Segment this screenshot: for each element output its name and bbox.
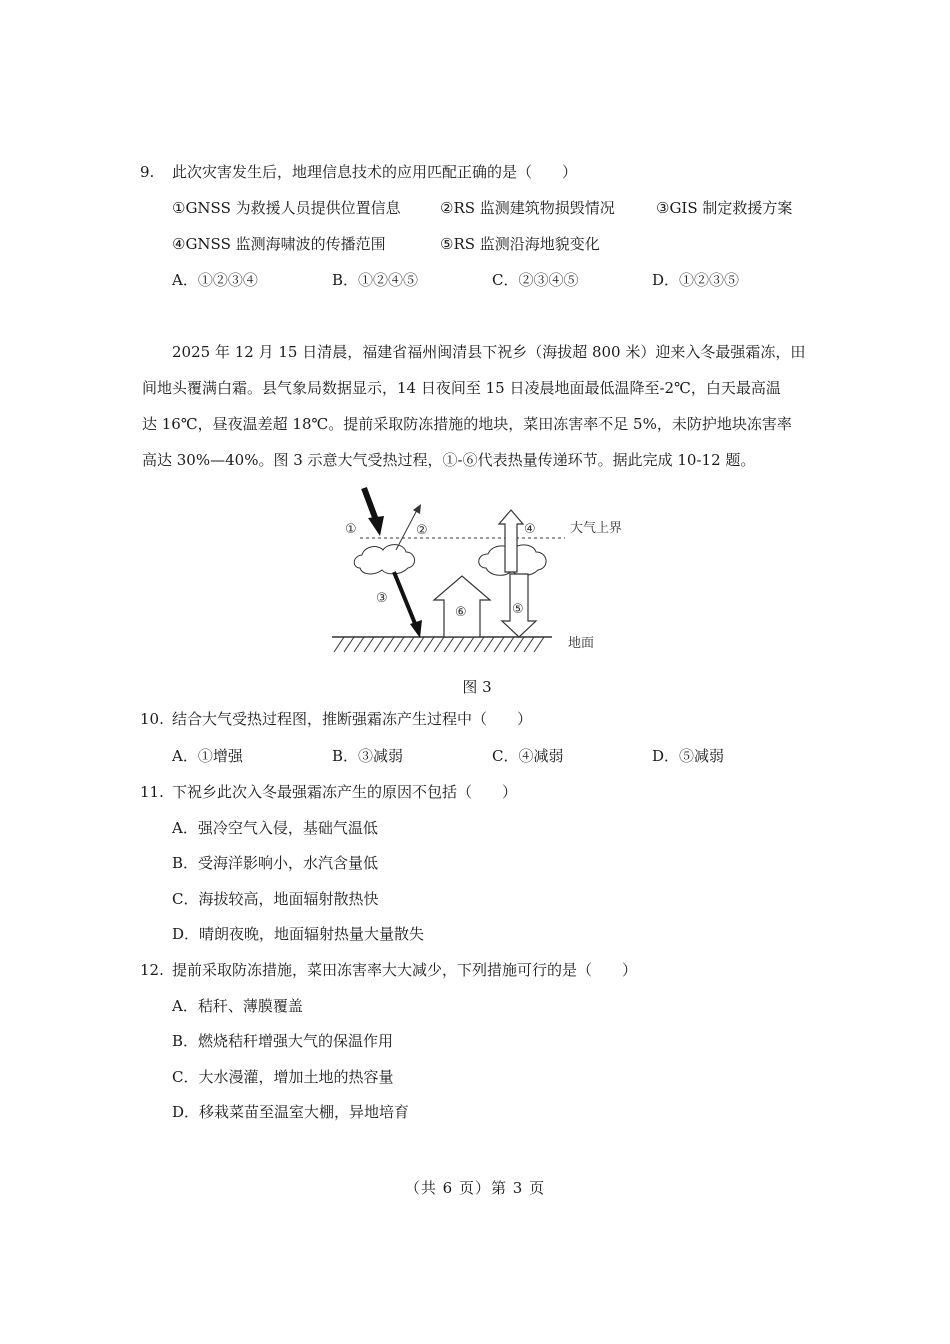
label-2: ② [416, 523, 428, 538]
ground-hatch [334, 637, 544, 652]
label-6: ⑥ [455, 605, 467, 620]
passage-line-4: 高达 30%—40%。图 3 示意大气受热过程，①-⑥代表热量传递环节。据此完成 10-12 题。 [142, 451, 756, 469]
q10-option-c: C．④减弱 [492, 747, 564, 765]
ground-label: 地面 [568, 636, 595, 651]
q9-item-3: ③GIS 制定救援方案 [656, 199, 793, 217]
q12-option-d: D．移栽菜苗至温室大棚，异地培育 [172, 1103, 410, 1121]
left-cloud-icon [354, 545, 414, 574]
label-3: ③ [376, 591, 388, 606]
passage-line-2: 间地头覆满白霜。县气象局数据显示，14 日夜间至 15 日凌晨地面最低温降至-2℃，白天最高温 [142, 379, 781, 397]
q9-stem: 此次灾害发生后，地理信息技术的应用匹配正确的是（ ） [172, 163, 578, 181]
q12-stem: 提前采取防冻措施，菜田冻害率大大减少，下列措施可行的是（ ） [172, 961, 638, 979]
q12-option-b: B．燃烧秸秆增强大气的保温作用 [172, 1032, 394, 1050]
label-4: ④ [524, 522, 536, 537]
q9-item-5: ⑤RS 监测沿海地貌变化 [440, 235, 600, 253]
q9-number: 9. [140, 163, 155, 181]
q11-option-b: B．受海洋影响小，水汽含量低 [172, 854, 379, 872]
q11-option-c: C．海拔较高，地面辐射散热快 [172, 890, 379, 908]
solar-radiation-arrow [364, 488, 384, 536]
atmosphere-top-label: 大气上界 [570, 521, 623, 536]
q11-option-a: A．强冷空气入侵，基础气温低 [172, 819, 378, 837]
q11-stem: 下祝乡此次入冬最强霜冻产生的原因不包括（ ） [172, 783, 518, 801]
label-1: ① [345, 522, 357, 537]
q10-stem: 结合大气受热过程图，推断强霜冻产生过程中（ ） [172, 710, 533, 728]
q12-option-c: C．大水漫灌，增加土地的热容量 [172, 1068, 394, 1086]
q9-option-c: C．②③④⑤ [492, 271, 579, 289]
q11-number: 11. [140, 783, 164, 801]
q11-option-d: D．晴朗夜晚，地面辐射热量大量散失 [172, 925, 425, 943]
figure-caption: 图 3 [462, 678, 492, 696]
q12-number: 12. [140, 961, 164, 979]
q9-option-a: A．①②③④ [172, 271, 258, 289]
passage-line-3: 达 16℃，昼夜温差超 18℃。提前采取防冻措施的地块，菜田冻害率不足 5%，未防护地块冻害率 [142, 415, 792, 433]
q10-option-d: D．⑤减弱 [652, 747, 725, 765]
q9-item-1: ①GNSS 为救援人员提供位置信息 [172, 199, 401, 217]
passage-line-1: 2025 年 12 月 15 日清晨，福建省福州闽清县下祝乡（海拔超 800 米）迎来入冬最强霜冻，田 [172, 343, 806, 361]
q9-item-4: ④GNSS 监测海啸波的传播范围 [172, 235, 386, 253]
atmosphere-heating-diagram [320, 480, 640, 670]
label-5: ⑤ [512, 602, 524, 617]
q9-option-d: D．①②③⑤ [652, 271, 740, 289]
page-footer: （共 6 页）第 3 页 [404, 1179, 546, 1197]
q10-number: 10. [140, 710, 164, 728]
q9-item-2: ②RS 监测建筑物损毁情况 [440, 199, 615, 217]
passage [142, 334, 812, 478]
q12-option-a: A．秸秆、薄膜覆盖 [172, 997, 303, 1015]
q10-option-a: A．①增强 [172, 747, 243, 765]
surface-radiation-arrow [394, 572, 422, 638]
q9-option-b: B．①②④⑤ [332, 271, 419, 289]
q10-option-b: B．③减弱 [332, 747, 404, 765]
